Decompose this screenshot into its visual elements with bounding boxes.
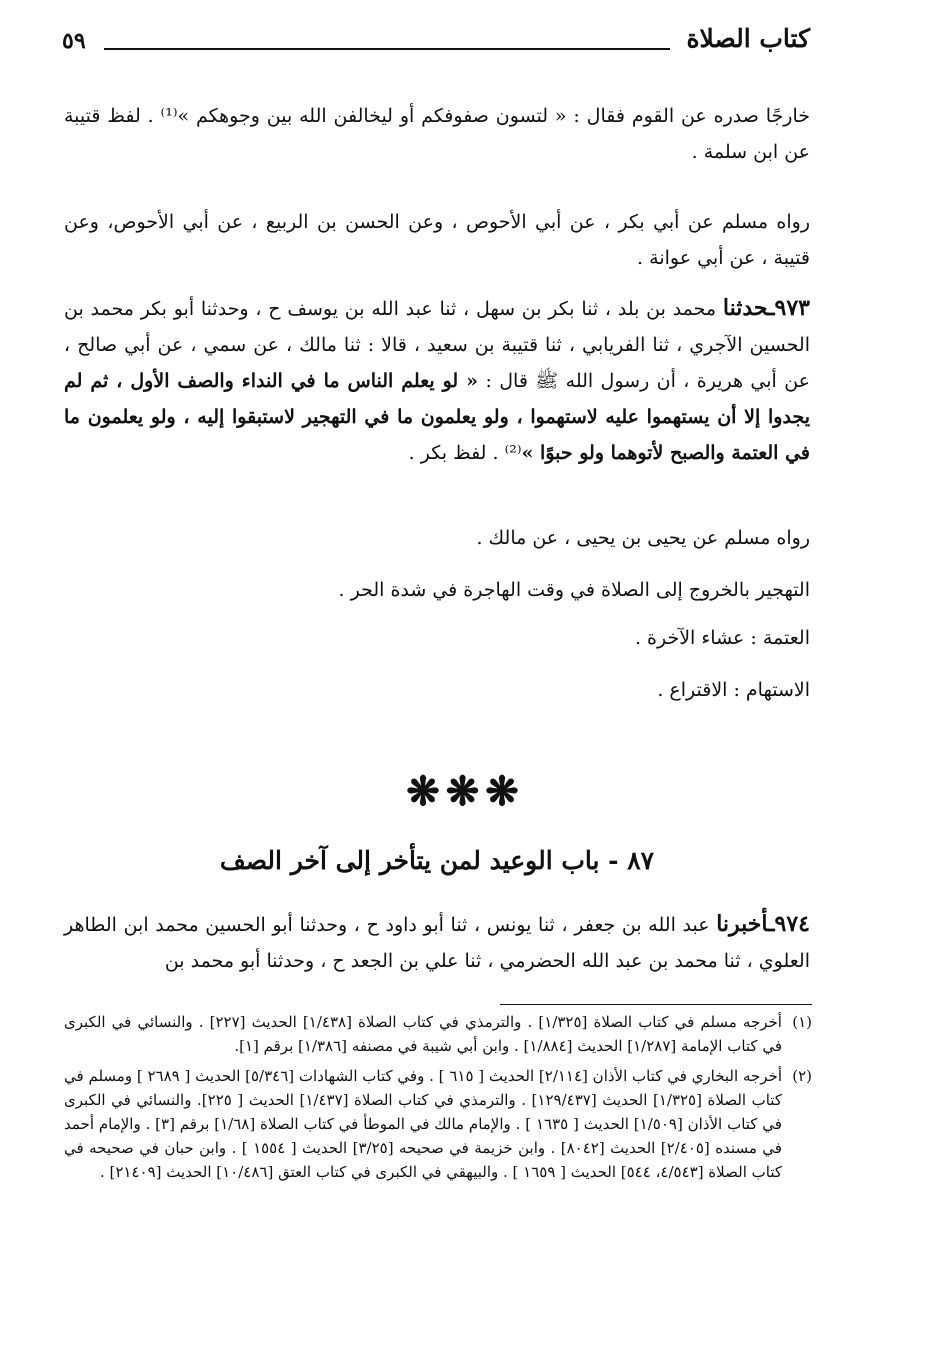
- footnote-mark: (١): [792, 1013, 812, 1031]
- hadith-chain: محمد بن بلد ، ثنا بكر بن سهل ، ثنا عبد الله بن يوسف ح ، وحدثنا أبو بكر محمد بن الحسين الآجري ، ثنا الفريابي ، ثنا قتيبة بن سعيد ، قالا : ثنا مالك ، عن سمي ، عن أبي صالح ، عن أبي هريرة ، أن رسول الله ﷺ قال :: [64, 298, 810, 392]
- running-header: [62, 18, 810, 68]
- hadith-intro: أخبرنا: [716, 911, 769, 937]
- hadith-intro: حدثنا: [722, 295, 769, 321]
- paragraph-text: رواه مسلم عن أبي بكر ، عن أبي الأحوص ، وعن الحسن بن الربيع ، عن أبي الأحوص، وعن قتيبة ، عن أبي عوانة .: [64, 211, 810, 269]
- paragraph-text: التهجير بالخروج إلى الصلاة في وقت الهاجرة في شدة الحر .: [338, 579, 810, 601]
- gloss-istiham: [64, 672, 810, 708]
- footnote-text: أخرجه مسلم في كتاب الصلاة [١/٣٢٥] . والترمذي في كتاب الصلاة [١/٤٣٨] الحديث [٢٢٧] . والنسائي في الكبرى في كتاب الإمامة [١/٢٨٧] الحديث [١/٨٨٤] . وابن أبي شيبة في مصنفه [١/٣٨٦] برقم [١].: [64, 1013, 782, 1055]
- paragraph-text: الاستهام : الاقتراع .: [657, 679, 810, 701]
- footnote-text: أخرجه البخاري في كتاب الأذان [٢/١١٤] الحديث [ ٦١٥ ] . وفي كتاب الشهادات [٥/٣٤٦] الحديث [ ٢٦٨٩ ] ومسلم في كتاب الصلاة [١/٣٢٥] الحديث [١٢٩/٤٣٧] . والترمذي في كتاب الصلاة [١/٤٣٧] الحديث [ ٢٢٥]. والنسائي في الكبرى في كتاب الأذان [١/٥٠٩] الحديث [ ١٦٣٥ ] . والإمام مالك في الموطأ في كتاب الصلاة [١/٦٨] برقم [٣] . والإمام أحمد في مسنده [٢/٤٠٥] الحديث [٨٠٤٢] . وابن خزيمة في صحيحه [٣/٢٥] الحديث [ ١٥٥٤ ] . وابن حبان في صحيحه في كتاب الصلاة [٤/٥٤٣، ٥٤٤] الحديث [ ١٦٥٩ ] . والبيهقي في الكبرى في كتاب العتق [١٠/٤٨٦] الحديث [٢١٤٠٩] .: [64, 1067, 782, 1181]
- footnote-mark: (٢): [792, 1067, 812, 1085]
- paragraph-narration: [64, 520, 810, 556]
- gloss-tahjir: [64, 572, 810, 608]
- footnotes: [64, 1010, 812, 1190]
- paragraph-text: خارجًا صدره عن القوم فقال : « لتسون صفوفكم أو ليخالفن الله بين وجوهكم »⁽¹⁾ . لفظ قتيبة عن ابن سلمة .: [64, 105, 810, 163]
- page-number: ٥٩: [62, 28, 86, 54]
- hadith-tail: ⁽²⁾ . لفظ بكر .: [408, 442, 522, 464]
- footnote-2: [64, 1064, 812, 1184]
- hadith-973: [64, 290, 810, 471]
- hadith-quote: « لو يعلم الناس ما في النداء والصف الأول ، ثم لم يجدوا إلا أن يستهموا عليه لاستهموا ، ولو يعلمون ما في التهجير لاستبقوا إليه ، ولو يعلمون ما في العتمة والصبح لأتوهما ولو حبوًا »: [64, 370, 810, 464]
- chapter-title: ٨٧ - باب الوعيد لمن يتأخر إلى آخر الصف: [219, 846, 655, 875]
- book-title: كتاب الصلاة: [686, 24, 810, 53]
- header-rule: [104, 48, 670, 50]
- section-divider-stars: ❋❋❋: [406, 768, 525, 815]
- hadith-text: [64, 906, 810, 979]
- paragraph-text: العتمة : عشاء الآخرة .: [634, 627, 810, 649]
- footnote-separator: [500, 1004, 812, 1005]
- hadith-974: [64, 906, 810, 979]
- hadith-number: ٩٧٣ـ: [768, 295, 810, 321]
- paragraph-continuation: [64, 98, 810, 170]
- footnote-1: [64, 1010, 812, 1058]
- paragraph-narration-muslim: [64, 204, 810, 276]
- hadith-chain: عبد الله بن جعفر ، ثنا يونس ، ثنا أبو داود ح ، وحدثنا أبو الحسين محمد ابن الطاهر العلوي ، ثنا محمد بن عبد الله الحضرمي ، ثنا علي بن الجعد ح ، وحدثنا أبو محمد بن: [64, 914, 810, 972]
- hadith-number: ٩٧٤ـ: [768, 911, 810, 937]
- paragraph-text: رواه مسلم عن يحيى بن يحيى ، عن مالك .: [476, 527, 810, 549]
- gloss-atama: [64, 620, 810, 656]
- hadith-text: [64, 290, 810, 471]
